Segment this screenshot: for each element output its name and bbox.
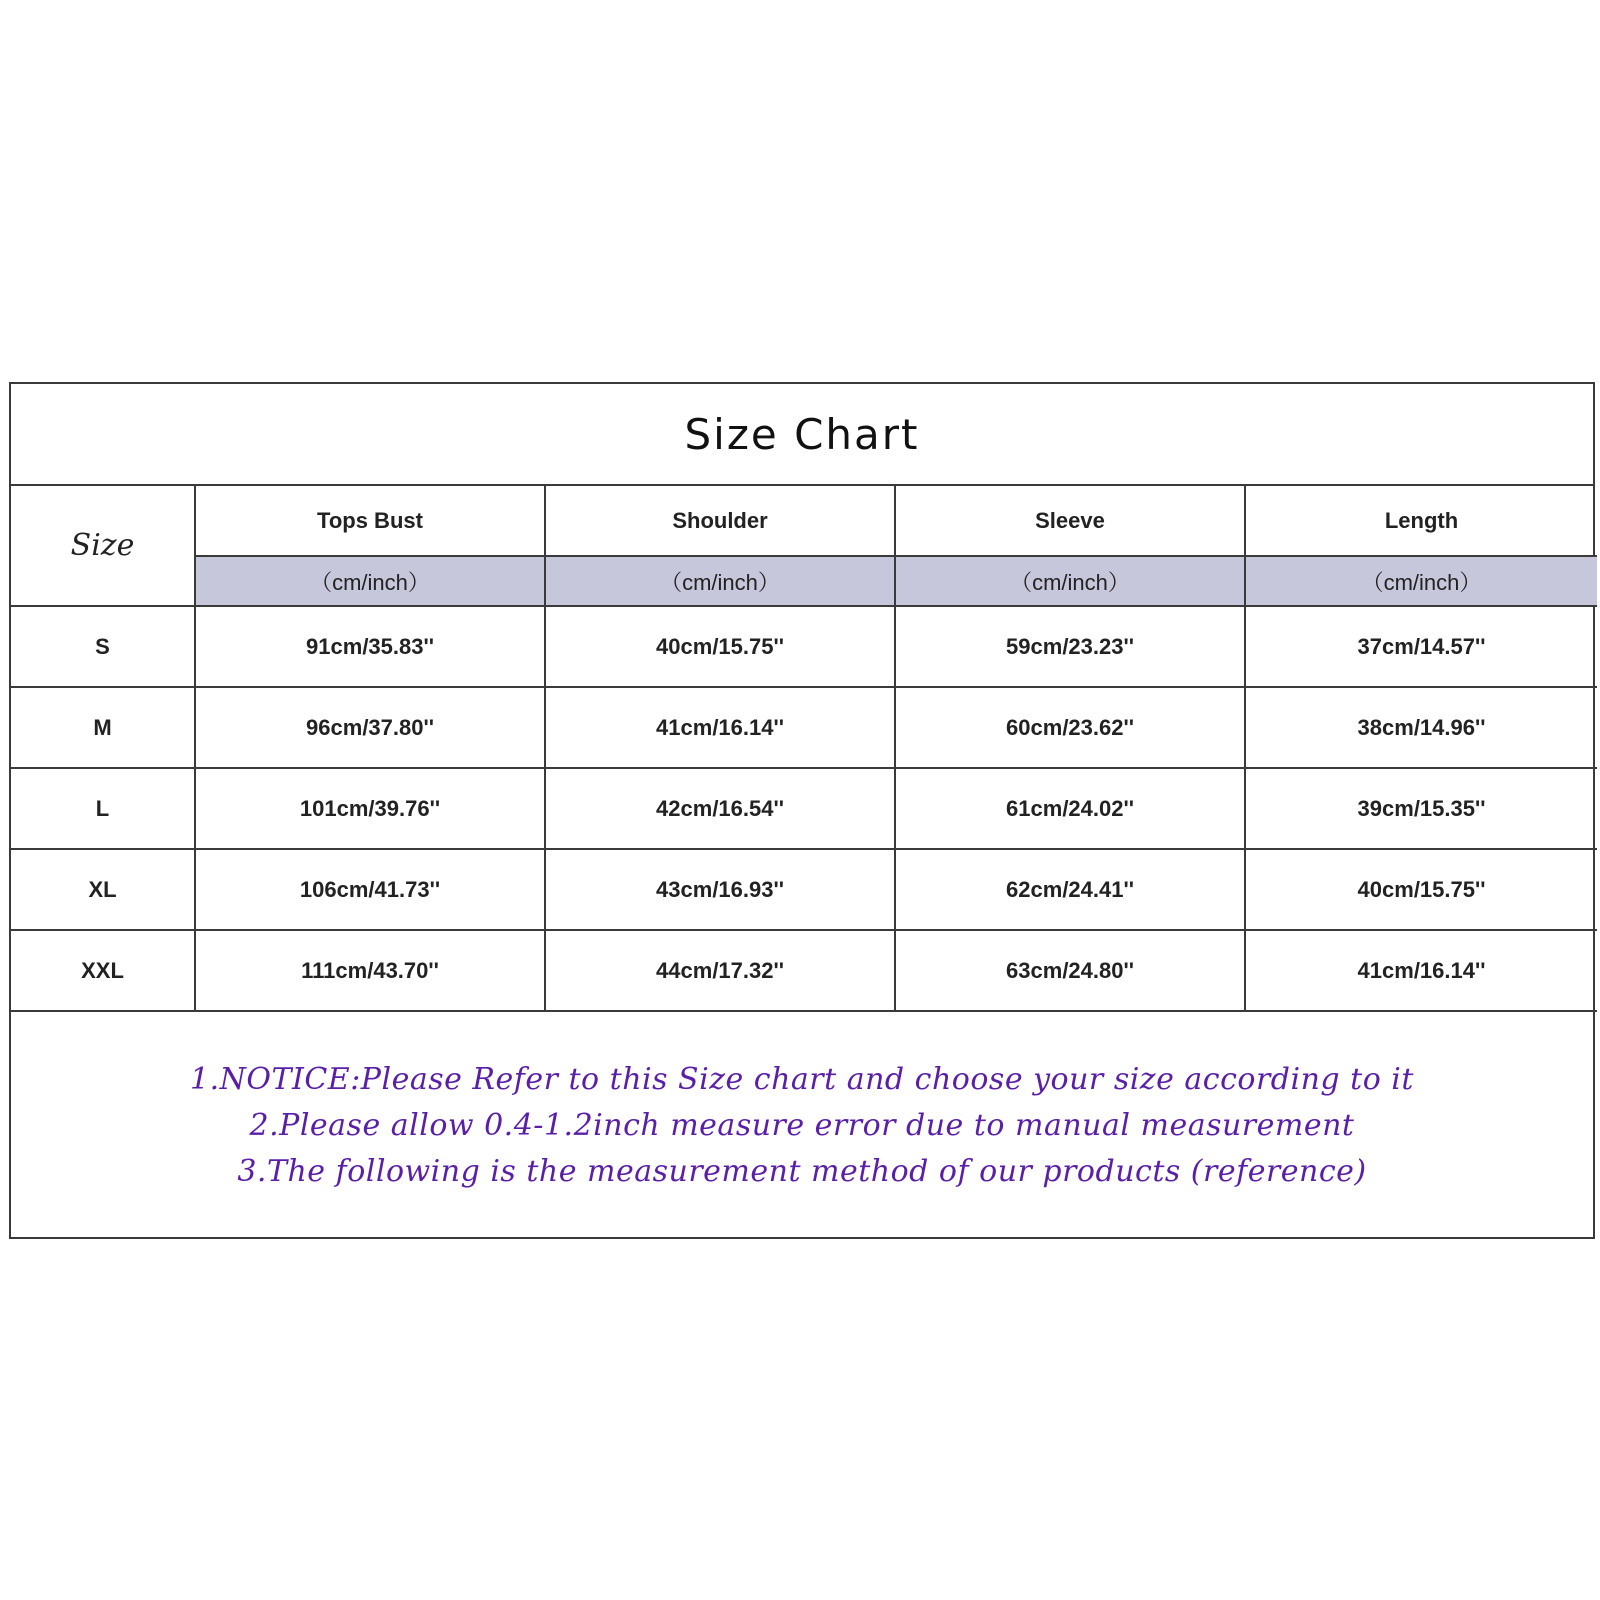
size-cell: S (11, 606, 195, 687)
measurement-cell: 40cm/15.75'' (545, 606, 895, 687)
column-header-shoulder: Shoulder (545, 486, 895, 556)
measurement-cell: 106cm/41.73'' (195, 849, 545, 930)
chart-title-row (11, 384, 1593, 486)
measurement-cell: 38cm/14.96'' (1245, 687, 1597, 768)
measurement-cell: 44cm/17.32'' (545, 930, 895, 1011)
measurement-cell: 91cm/35.83'' (195, 606, 545, 687)
measurement-cell: 62cm/24.41'' (895, 849, 1245, 930)
column-header-tops-bust: Tops Bust (195, 486, 545, 556)
table-row (11, 849, 1597, 930)
unit-label: （cm/inch） (195, 556, 545, 606)
measurement-cell: 111cm/43.70'' (195, 930, 545, 1011)
size-cell: M (11, 687, 195, 768)
column-header-row (11, 486, 1597, 556)
note-line: 2.Please allow 0.4-1.2inch measure error due to manual measurement (249, 1107, 1355, 1143)
note-line: 1.NOTICE:Please Refer to this Size chart and choose your size according to it (190, 1061, 1414, 1097)
measurement-cell: 41cm/16.14'' (1245, 930, 1597, 1011)
chart-title: Size Chart (684, 409, 920, 459)
size-cell: XL (11, 849, 195, 930)
measurement-cell: 42cm/16.54'' (545, 768, 895, 849)
table-row (11, 768, 1597, 849)
measurement-cell: 60cm/23.62'' (895, 687, 1245, 768)
measurement-cell: 43cm/16.93'' (545, 849, 895, 930)
table-row (11, 930, 1597, 1011)
size-chart (9, 382, 1595, 1239)
column-header-length: Length (1245, 486, 1597, 556)
measurement-cell: 96cm/37.80'' (195, 687, 545, 768)
table-row (11, 606, 1597, 687)
measurement-cell: 63cm/24.80'' (895, 930, 1245, 1011)
measurement-cell: 101cm/39.76'' (195, 768, 545, 849)
note-line: 3.The following is the measurement method of our products (reference) (237, 1153, 1367, 1189)
column-header-sleeve: Sleeve (895, 486, 1245, 556)
measurement-cell: 39cm/15.35'' (1245, 768, 1597, 849)
measurement-cell: 61cm/24.02'' (895, 768, 1245, 849)
size-column-header: Size (11, 486, 195, 606)
notes-section (11, 1014, 1593, 1237)
unit-label: （cm/inch） (1245, 556, 1597, 606)
unit-row (11, 556, 1597, 606)
measurement-cell: 59cm/23.23'' (895, 606, 1245, 687)
size-cell: L (11, 768, 195, 849)
table-row (11, 687, 1597, 768)
measurement-cell: 41cm/16.14'' (545, 687, 895, 768)
size-table (11, 486, 1597, 1012)
size-cell: XXL (11, 930, 195, 1011)
unit-label: （cm/inch） (895, 556, 1245, 606)
unit-label: （cm/inch） (545, 556, 895, 606)
measurement-cell: 40cm/15.75'' (1245, 849, 1597, 930)
measurement-cell: 37cm/14.57'' (1245, 606, 1597, 687)
